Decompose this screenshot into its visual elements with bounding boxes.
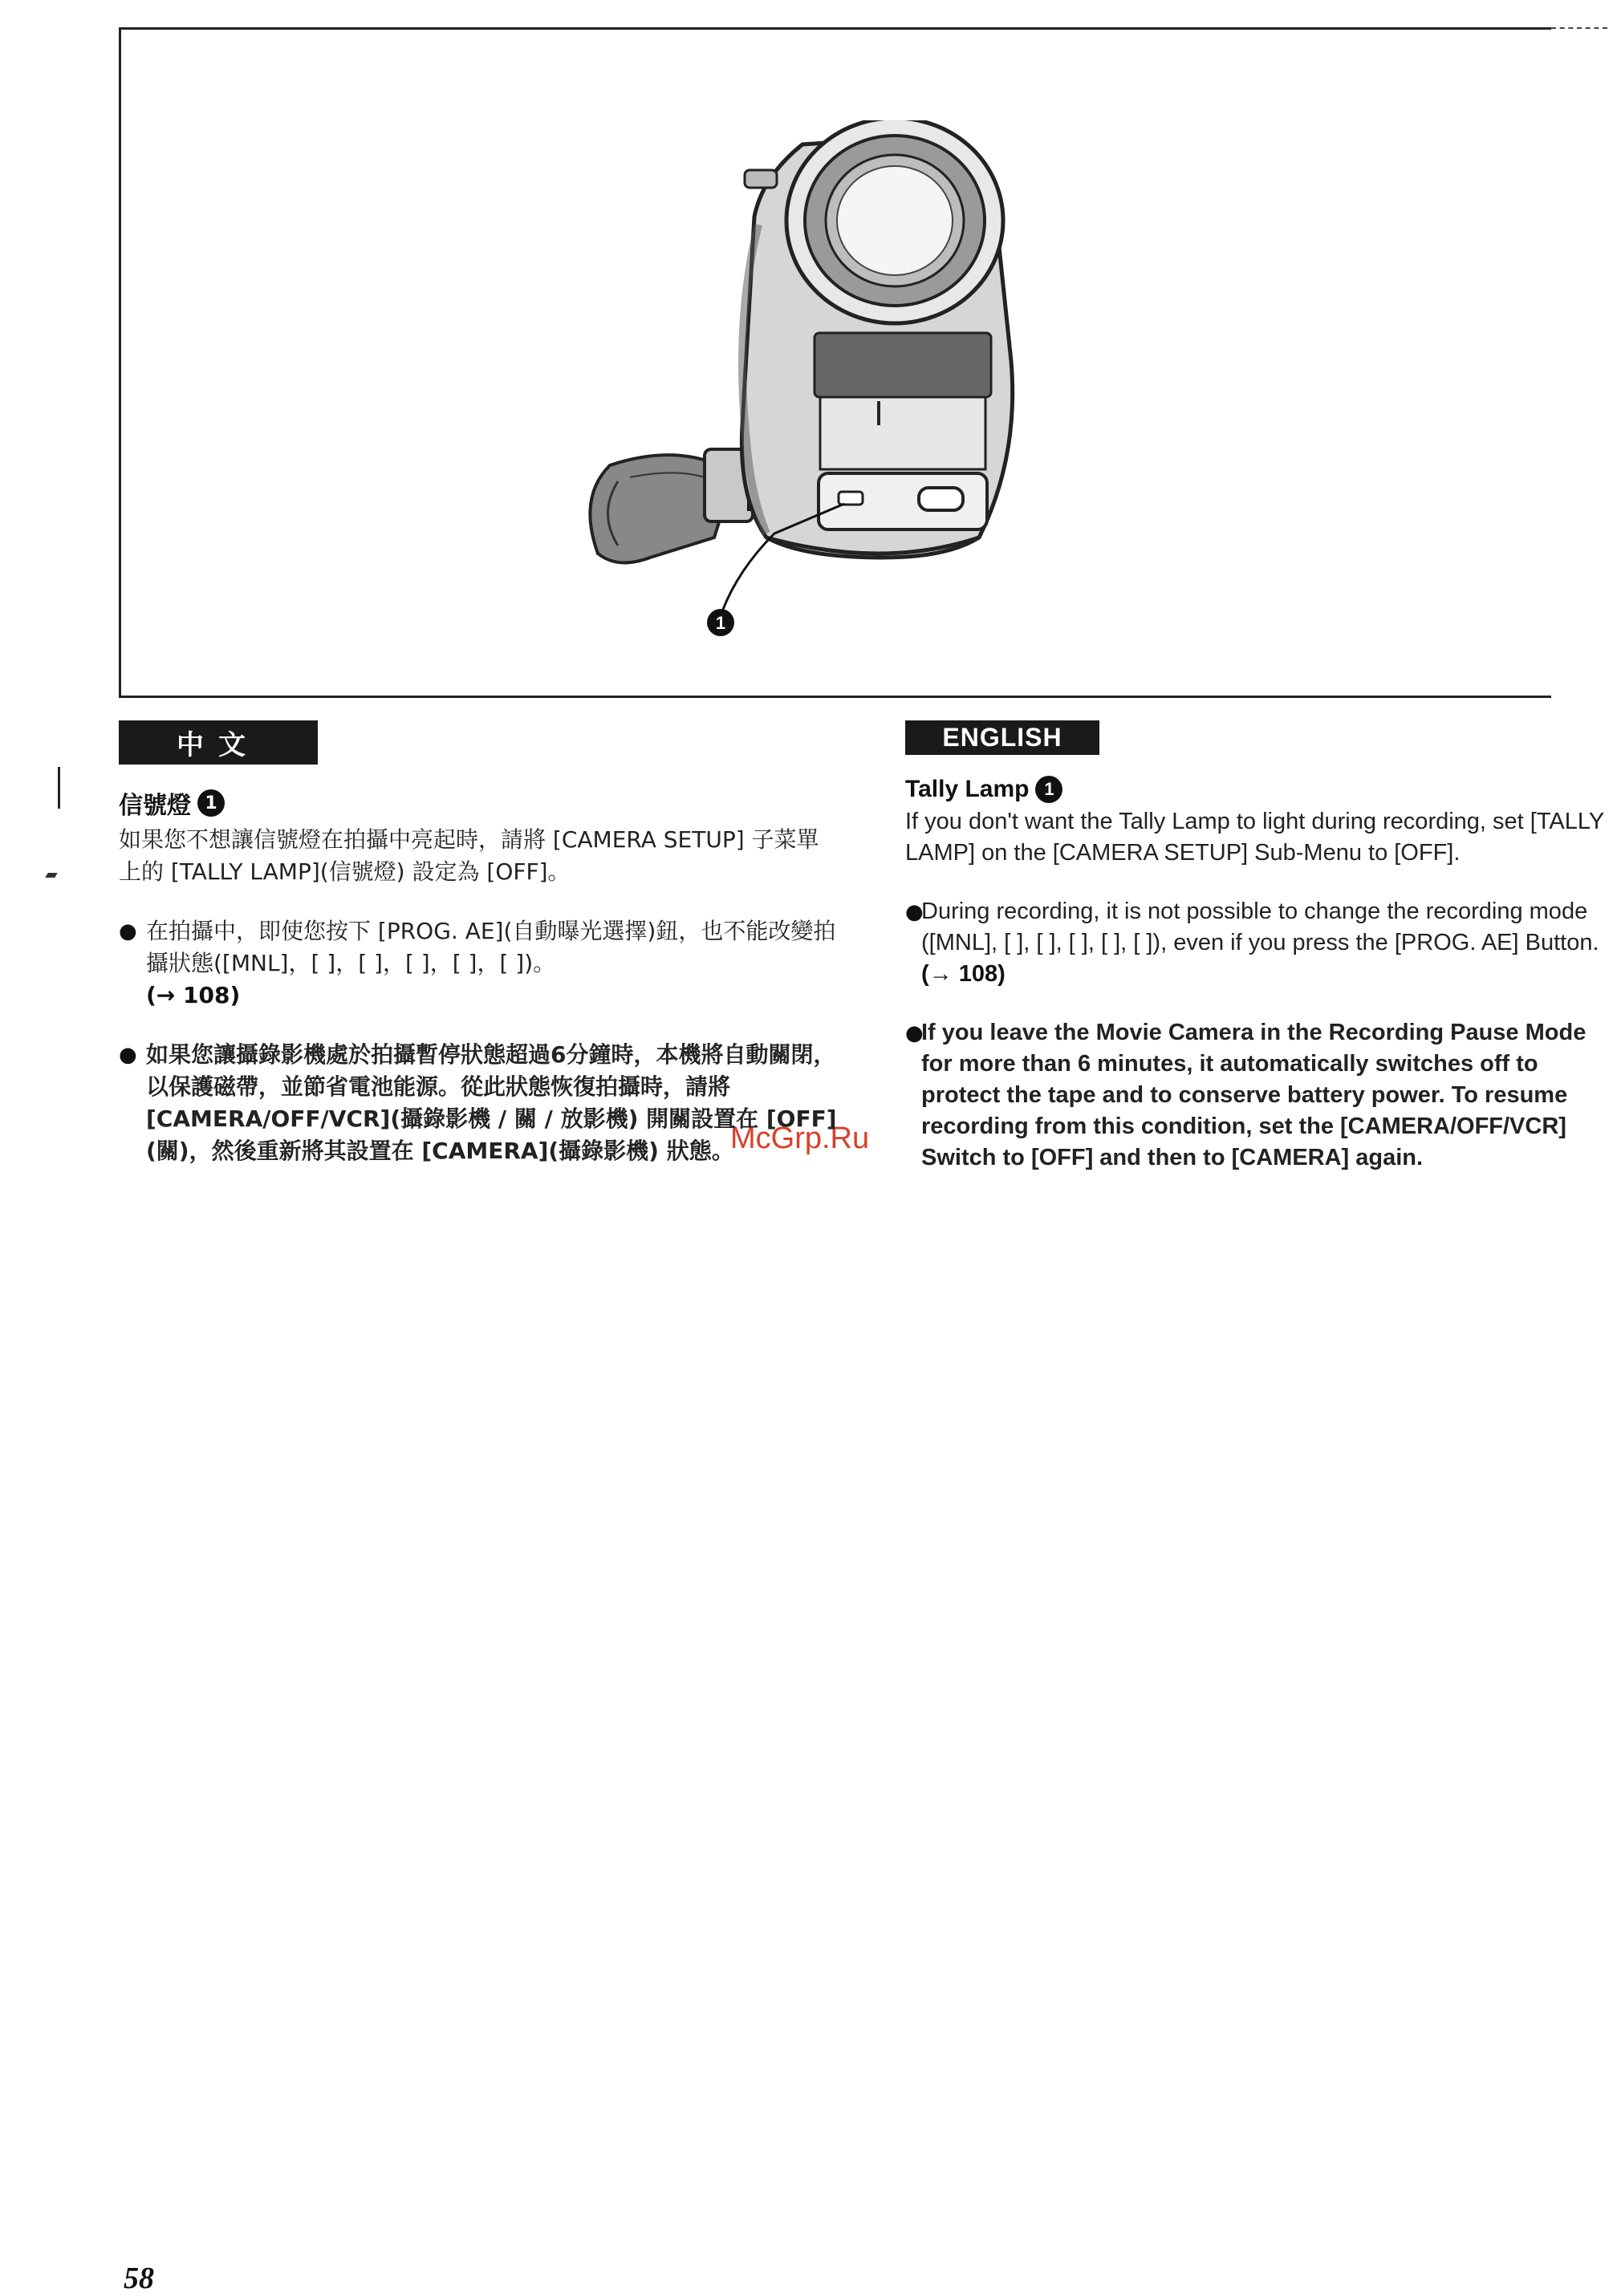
- bullet-dot: ●: [905, 900, 924, 924]
- chinese-language-tab: 中文: [119, 720, 318, 765]
- english-heading: [905, 776, 1611, 803]
- english-section: [905, 720, 1611, 1174]
- english-language-tab: ENGLISH: [905, 720, 1099, 755]
- tally-lamp: [839, 492, 863, 505]
- english-bullet-1-text: During recording, it is not possible to change the recording mode ([MNL], [ ], [ ], [ ], [ ], [ ]), even if you press the [PROG. AE] Button.: [921, 899, 1599, 955]
- chinese-bullet-1: [119, 915, 841, 1012]
- watermark: McGrp.Ru: [730, 1122, 870, 1155]
- frame-dashed-edge: [1551, 27, 1607, 29]
- chinese-heading-badge: 1: [197, 789, 225, 817]
- margin-change-bar: [58, 767, 60, 809]
- english-bullet-2-text: If you leave the Movie Camera in the Recording Pause Mode for more than 6 minutes, it automatically switches off to protect the tape and to conserve battery power. To resume recording from this condition, set the [CAMERA/OFF/VCR] Switch to [OFF] and then to [CAMERA] again.: [921, 1020, 1587, 1170]
- page-number: 58: [124, 2262, 154, 2295]
- chinese-bullet-1-text: 在拍攝中，即使您按下 [PROG. AE](自動曝光選擇)鈕，也不能改變拍攝狀態([MNL]，[ ]，[ ]，[ ]，[ ]，[ ])。: [146, 918, 836, 976]
- margin-mark: [45, 873, 57, 878]
- camcorder-illustration: [562, 120, 1059, 650]
- english-heading-text: Tally Lamp: [905, 776, 1030, 802]
- chinese-heading-text: 信號燈: [119, 792, 191, 820]
- english-bullet-1-ref: (→ 108): [921, 961, 1006, 987]
- chinese-intro: 如果您不想讓信號燈在拍攝中亮起時，請將 [CAMERA SETUP] 子菜單上的 [TALLY LAMP](信號燈) 設定為 [OFF]。: [119, 826, 819, 885]
- chinese-bullet-2-text: 如果您讓攝錄影機處於拍攝暫停狀態超過6分鐘時，本機將自動關閉，以保護磁帶，並節省電池能源。從此狀態恢復拍攝時，請將 [CAMERA/OFF/VCR](攝錄影機 / 關 / 放影機) 開關設置在 [OFF](關)，然後重新將其設置在 [CAMERA](攝錄影機) 狀態。: [146, 1041, 837, 1164]
- bullet-dot: ●: [905, 1021, 924, 1045]
- bullet-dot: ●: [119, 919, 137, 943]
- callout-number: 1: [715, 613, 726, 633]
- chinese-section: [119, 720, 841, 1167]
- bullet-dot: ●: [119, 1043, 137, 1067]
- english-bullet-2: [905, 1017, 1611, 1174]
- chinese-heading: [119, 785, 841, 821]
- chinese-bullet-2: [119, 1039, 841, 1167]
- english-intro: If you don't want the Tally Lamp to light during recording, set [TALLY LAMP] on the [CAMERA SETUP] Sub-Menu to [OFF].: [905, 809, 1604, 866]
- chinese-bullet-1-ref: (→ 108): [146, 982, 241, 1008]
- english-bullet-1: [905, 896, 1611, 990]
- english-heading-badge: 1: [1035, 776, 1062, 803]
